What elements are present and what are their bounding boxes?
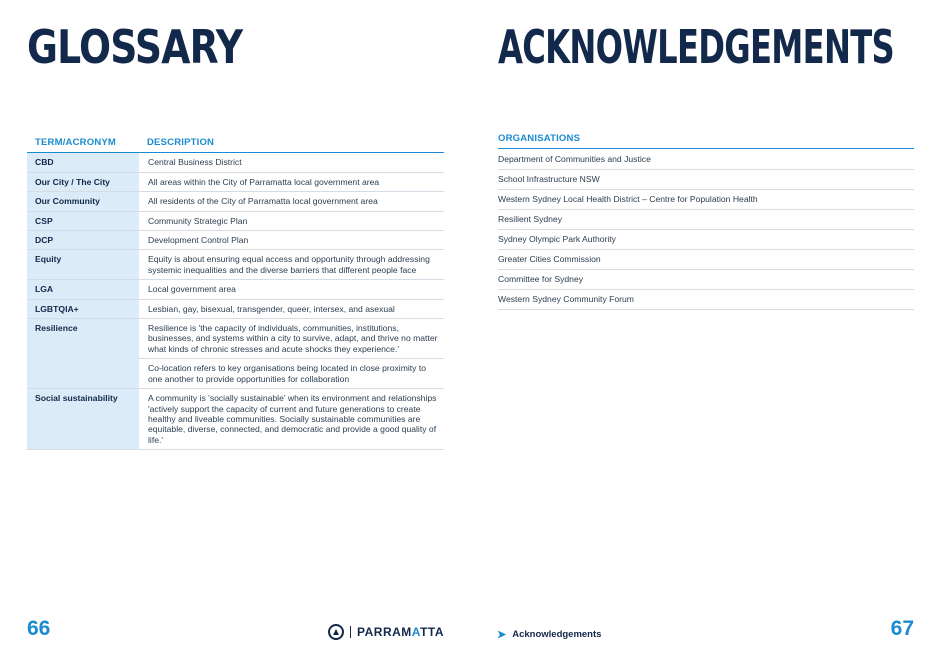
glossary-term: LGBTQIA+: [27, 299, 139, 318]
chevron-right-icon: ➤: [497, 629, 507, 641]
table-row: [27, 389, 444, 450]
footer-section-link[interactable]: [497, 628, 601, 641]
glossary-title: GLOSSARY: [27, 20, 243, 74]
footer-section-label: Acknowledgements: [512, 629, 602, 640]
list-item: Sydney Olympic Park Authority: [498, 230, 914, 250]
glossary-description: Lesbian, gay, bisexual, transgender, queer, intersex, and asexual: [139, 299, 444, 318]
table-row: [27, 250, 444, 280]
glossary-table: [27, 136, 444, 450]
list-item: School Infrastructure NSW: [498, 170, 914, 190]
glossary-description: All residents of the City of Parramatta local government area: [139, 192, 444, 211]
glossary-term: Resilience: [27, 319, 139, 389]
page-number-left: 66: [27, 617, 51, 640]
list-item: Committee for Sydney: [498, 270, 914, 290]
parramatta-crest-icon: [328, 624, 344, 640]
term-column-header: TERM/ACRONYM: [27, 136, 139, 153]
acknowledgements-title: ACKNOWLEDGEMENTS: [498, 20, 894, 74]
glossary-term: Social sustainability: [27, 389, 139, 450]
glossary-description: Resilience is 'the capacity of individuals, communities, institutions, businesses, and systems within a city to survive, adapt, and thrive no matter what kinds of chronic stresses and acute shocks they experience.': [139, 319, 444, 359]
organisations-list: [498, 150, 914, 310]
list-item: Greater Cities Commission: [498, 250, 914, 270]
table-row: [27, 172, 444, 191]
glossary-header-row: [27, 136, 444, 153]
glossary-term: CBD: [27, 153, 139, 172]
glossary-term: LGA: [27, 280, 139, 299]
glossary-description: Community Strategic Plan: [139, 211, 444, 230]
glossary-description: Development Control Plan: [139, 231, 444, 250]
glossary-description: A community is 'socially sustainable' when its environment and relationships 'actively support the capacity of current and future generations to create healthy and liveable communities. Socially sustainable communities are equitable, diverse, connected, and democratic and provide a good quality of life.': [139, 389, 444, 450]
table-row: [27, 231, 444, 250]
organisations-heading: ORGANISATIONS: [498, 133, 914, 149]
glossary-description: All areas within the City of Parramatta local government area: [139, 172, 444, 191]
table-row: [27, 299, 444, 318]
glossary-description: Equity is about ensuring equal access and opportunity through addressing systemic inequalities and the diverse barriers that different people face: [139, 250, 444, 280]
table-row: [27, 192, 444, 211]
list-item: Department of Communities and Justice: [498, 150, 914, 170]
glossary-description: Local government area: [139, 280, 444, 299]
glossary-description: Co-location refers to key organisations being located in close proximity to one another to provide opportunities for collaboration: [139, 359, 444, 389]
glossary-term: Our City / The City: [27, 172, 139, 191]
table-row: [27, 153, 444, 172]
glossary-term: DCP: [27, 231, 139, 250]
table-row: [27, 211, 444, 230]
parramatta-logo: [328, 624, 444, 640]
list-item: Western Sydney Community Forum: [498, 290, 914, 310]
glossary-description: Central Business District: [139, 153, 444, 172]
list-item: Western Sydney Local Health District – Centre for Population Health: [498, 190, 914, 210]
glossary-term: Our Community: [27, 192, 139, 211]
list-item: Resilient Sydney: [498, 210, 914, 230]
table-row: [27, 319, 444, 359]
glossary-term: Equity: [27, 250, 139, 280]
brand-wordmark: PARRAMATTA: [357, 625, 444, 639]
logo-divider: [350, 626, 351, 638]
table-row: [27, 280, 444, 299]
page-number-right: 67: [890, 617, 914, 640]
glossary-term: CSP: [27, 211, 139, 230]
description-column-header: DESCRIPTION: [139, 136, 444, 153]
